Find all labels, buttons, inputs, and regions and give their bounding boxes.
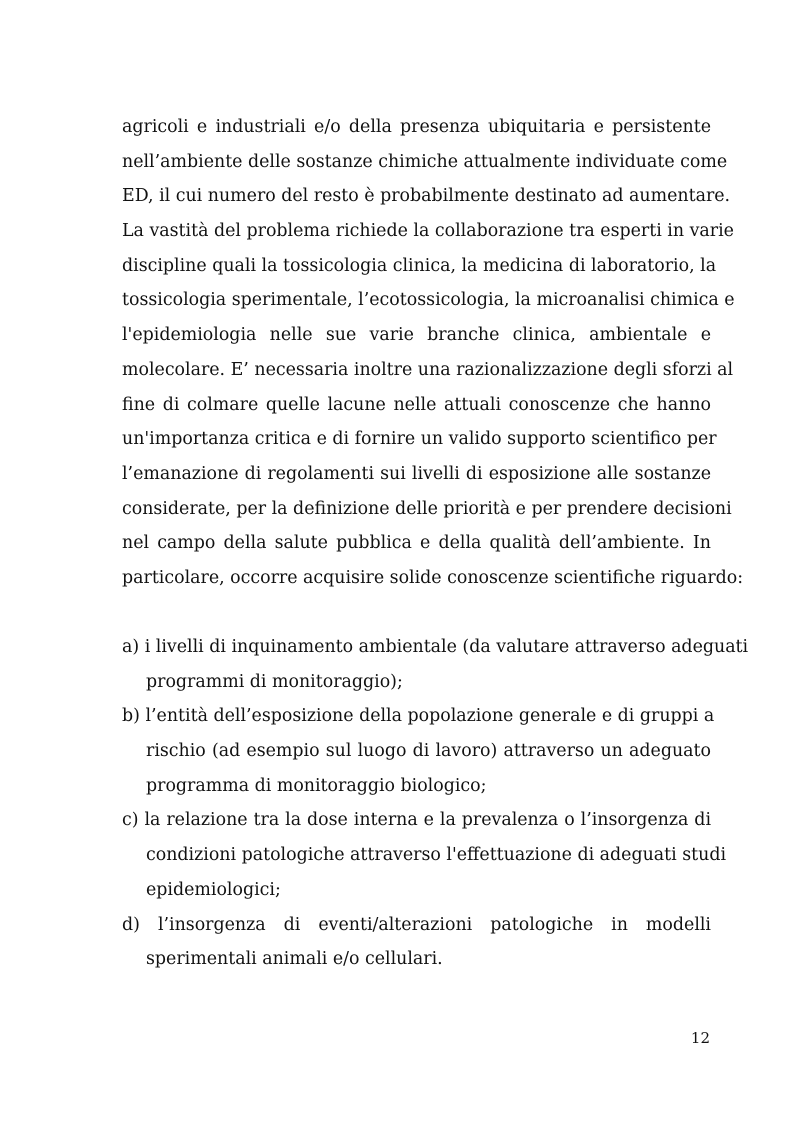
paragraph-line: ED, il cui numero del resto è probabilmente destinato ad aumentare. [122,186,731,207]
list-item-c [122,803,727,907]
list-item-line [122,908,711,943]
list-marker: a) [122,637,140,657]
paragraph-line: nel campo della salute pubblica e della qualità dell’ambiente. In [122,533,711,554]
paragraph-line: discipline quali la tossicologia clinica, la medicina di laboratorio, la [122,255,717,276]
paragraph-line: agricoli e industriali e/o della presenza ubiquitaria e persistente [122,117,711,137]
paragraph-line: considerate, per la definizione delle priorità e per prendere decisioni [122,498,732,519]
list-item-text: l’entità dell’esposizione della popolazione generale e di gruppi a [145,706,715,727]
paragraph-line: fine di colmare quelle lacune nelle attuali conoscenze che hanno [122,394,711,415]
paragraph-line: l’emanazione di regolamenti sui livelli di esposizione alle sostanze [122,463,711,484]
paragraph-line: particolare, occorre acquisire solide conoscenze scientifiche riguardo: [122,567,744,588]
paragraph-line: tossicologia sperimentale, l’ecotossicologia, la microanalisi chimica e [122,290,735,311]
paragraph-line: nell’ambiente delle sostanze chimiche attualmente individuate come [122,151,728,172]
list-item-a [122,630,749,699]
paragraph-line: un'importanza critica e di fornire un valido supporto scientifico per [122,429,717,450]
paragraph-line: molecolare. E’ necessaria inoltre una razionalizzazione degli sforzi al [122,359,734,380]
list-item-line [122,803,711,838]
list-item-b [122,699,715,803]
list-item-line: sperimentali animali e/o cellulari. [146,949,443,970]
list-item-line: rischio (ad esempio sul luogo di lavoro) attraverso un adeguato [146,741,711,762]
list-item-text: la relazione tra la dose interna e la prevalenza o l’insorgenza di [144,810,712,831]
list-item-text: l’insorgenza di eventi/alterazioni patologiche in modelli [157,914,711,935]
list-item-text: i livelli di inquinamento ambientale (da valutare attraverso adeguati [144,637,749,657]
paragraph-line: La vastità del problema richiede la collaborazione tra esperti in varie [122,221,734,242]
list-item-d [122,908,711,977]
list-marker: b) [122,706,140,727]
list-item-line: epidemiologici; [146,879,281,900]
body-paragraph [122,110,744,596]
requirements-list [122,630,749,977]
paragraph-line: l'epidemiologia nelle sue varie branche clinica, ambientale e [122,325,711,346]
list-item-line: condizioni patologiche attraverso l'effettuazione di adeguati studi [146,845,727,866]
page-number: 12 [690,1029,710,1047]
list-item-line: programmi di monitoraggio); [146,671,403,692]
list-item-line: programma di monitoraggio biologico; [146,775,487,796]
list-item-line [122,630,749,665]
list-item-line [122,699,715,734]
list-marker: c) [122,810,139,831]
list-marker: d) [122,914,140,935]
